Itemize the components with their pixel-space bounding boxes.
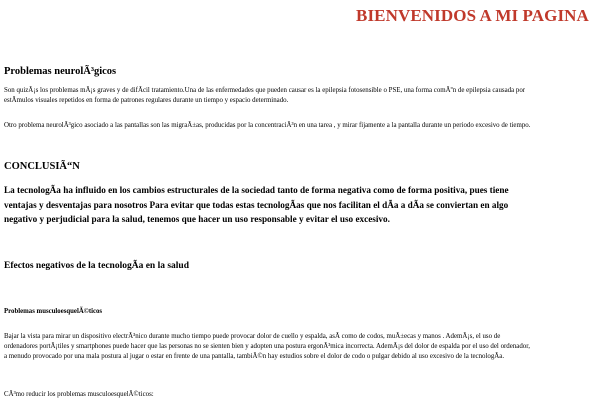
conclusion-text-wrap [4, 183, 534, 227]
efectos-paragraph: Bajar la vista para mirar un dispositivo electrÃ³nico durante mucho tiempo puede provocar dolor de cuello y espalda, asÃ como de codos, muÃ±ecas y manos . AdemÃ¡s, el uso de ordenadores portÃ¡tiles y smartphones puede hacer que las personas no se sienten bien y adopten una postura ergonÃ³mica incorrecta. AdemÃ¡s del dolor de espalda por el uso del ordenador, a menudo provocado por una mala postura al jugar o estar en frente de una pantalla, tambiÃ©n hay estudios sobre el dolor de codo o pulgar debido al uso excesivo de la tecnologÃa. [4, 333, 530, 360]
subsection-musculoesqueleticos [4, 308, 534, 315]
conclusion-text: La tecnologÃa ha influido en los cambios estructurales de la sociedad tanto de forma negativa como de forma positiva, pues tiene ventajas y desventajas para nosotros Para evitar que todas estas tecnologÃas que nos facilitan el dÃa a dÃa se conviertan en algo negativo y perjudicial para la salud, tenemos que hacer un uso responsable y evitar el uso excesivo. [4, 185, 509, 224]
section-efectos-negativos [4, 261, 534, 271]
heading-efectos-negativos: Efectos negativos de la tecnologÃa en la salud [4, 261, 189, 271]
problemas-paragraph-1: Son quizÃ¡s los problemas mÃ¡s graves y de difÃcil tratamiento.Una de las enfermedades que pueden causar es la epilepsia fotosensible o PSE, una forma comÃºn de epilepsia causada por estÃmulos visuales repetidos en forma de patrones regulares durante un tiempo y espacio determinado. [4, 87, 526, 104]
section-problemas-neurologicos [4, 66, 534, 77]
section-conclusion [4, 161, 534, 172]
problemas-paragraph-2-wrap [4, 121, 534, 131]
heading-problemas-neurologicos: Problemas neurolÃ³gicos [4, 66, 117, 77]
problemas-paragraph-2: Otro problema neurolÃ³gico asociado a las pantallas son las migraÃ±as, producidas por la concentraciÃ³n en una tarea , y mirar fijamente a la pantalla durante un periodo excesivo de tiempo. [4, 122, 531, 129]
site-banner-title: BIENVENIDOS A MI PAGINA [356, 6, 589, 25]
como-reducir-wrap [4, 390, 534, 400]
heading-problemas-musculoesqueleticos: Problemas musculoesquelÃ©ticos [4, 308, 103, 315]
heading-conclusion: CONCLUSIÃ“N [4, 161, 80, 172]
efectos-paragraph-wrap [4, 332, 534, 361]
problemas-paragraph-1-wrap [4, 86, 534, 106]
como-reducir-text: CÃ³mo reducir los problemas musculoesquelÃ©ticos: [4, 391, 154, 398]
